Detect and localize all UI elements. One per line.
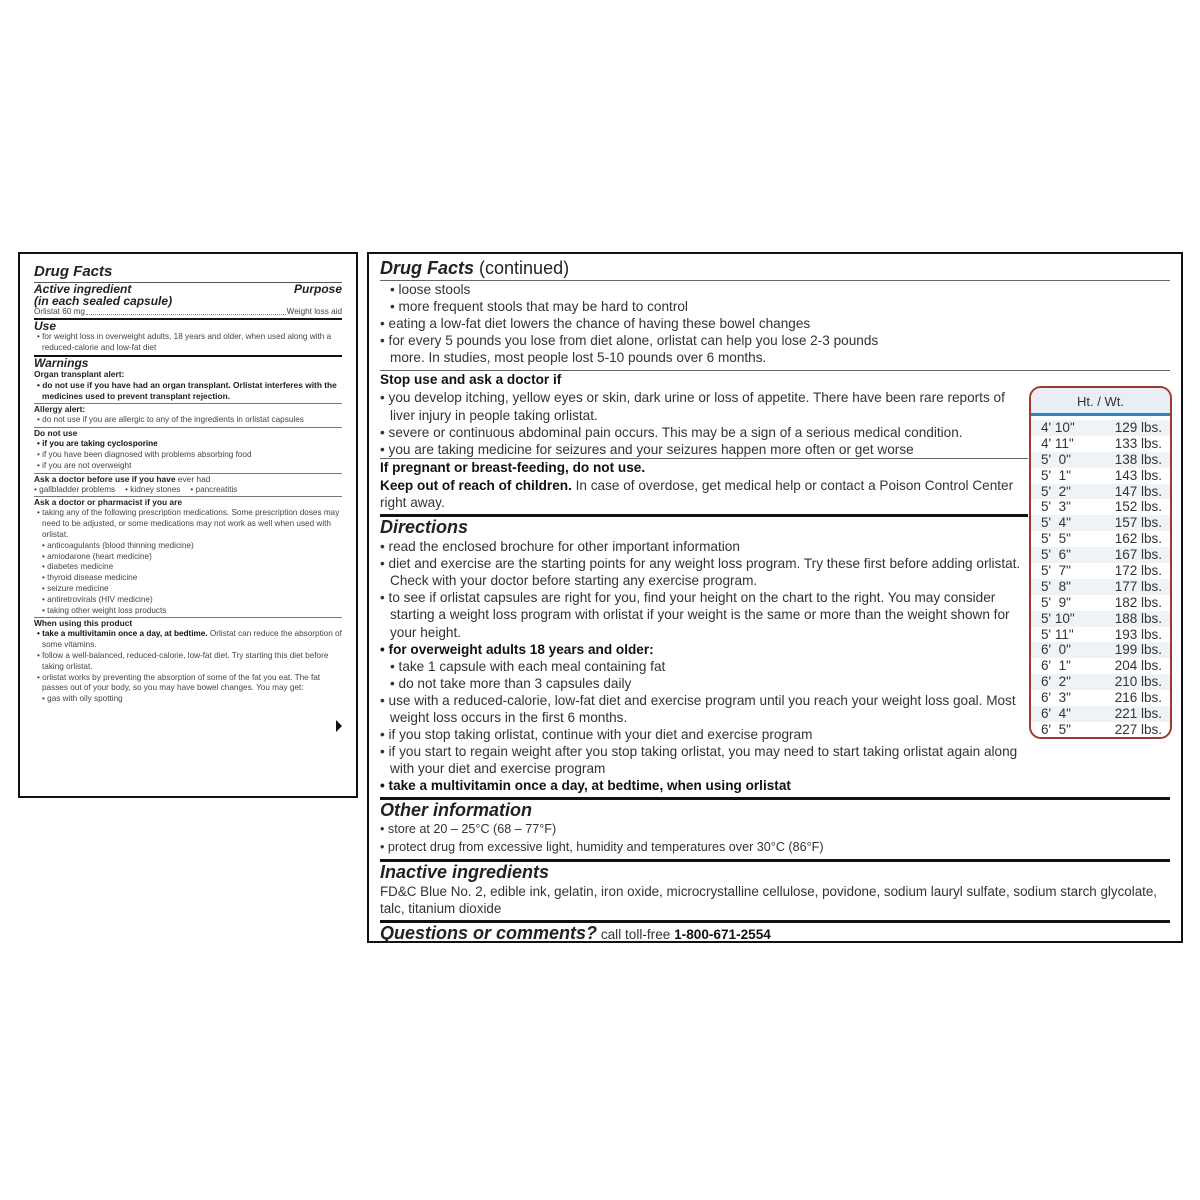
ingredient-purpose: Weight loss aid	[286, 307, 342, 316]
height-cell: 5' 10"	[1041, 610, 1075, 626]
table-row	[1031, 642, 1170, 658]
height-weight-table	[1029, 386, 1172, 739]
table-row	[1031, 499, 1170, 515]
weight-cell: 188 lbs.	[1114, 610, 1162, 626]
phone-number[interactable]: 1-800-671-2554	[674, 926, 771, 942]
ask-doctor-item: • kidney stones	[125, 484, 181, 494]
directions-heading: Directions	[380, 517, 469, 538]
weight-cell: 167 lbs.	[1114, 547, 1162, 563]
leader-dots	[86, 307, 286, 315]
weight-cell: 227 lbs.	[1114, 721, 1162, 737]
weight-cell: 204 lbs.	[1114, 658, 1162, 674]
directions-adults-item: • take 1 capsule with each meal containing fat	[390, 658, 666, 674]
height-cell: 5' 8"	[1041, 578, 1071, 594]
ask-doctor-heading-suffix: ever had	[175, 473, 211, 484]
medication-item: • seizure medicine	[42, 583, 109, 593]
weight-cell: 199 lbs.	[1114, 642, 1162, 658]
ask-doctor-item: • pancreatitis	[190, 484, 238, 494]
ingredient-row	[34, 307, 342, 318]
stop-use-item: • severe or continuous abdominal pain occurs. This may be a sign of a serious medical condition.	[380, 424, 963, 440]
directions-adults-heading: • for overweight adults 18 years and older:	[380, 641, 654, 657]
keep-out-rest: In case of overdose, get medical help or contact a Poison Control Center right away.	[380, 477, 1014, 510]
bowel-change-item: • loose stools	[390, 282, 471, 297]
height-cell: 4' 10"	[1041, 420, 1075, 435]
weight-cell: 152 lbs.	[1114, 499, 1162, 515]
table-row	[1031, 515, 1170, 531]
stop-use-heading: Stop use and ask a doctor if	[380, 372, 562, 388]
height-cell: 5' 5"	[1041, 531, 1071, 547]
height-cell: 5' 1"	[1041, 467, 1071, 483]
table-row	[1031, 722, 1170, 738]
other-info-item: • store at 20 – 25°C (68 – 77°F)	[380, 822, 557, 837]
height-cell: 5' 11"	[1041, 626, 1074, 642]
do-not-use-item: • if you have been diagnosed with problems absorbing food	[37, 449, 252, 459]
allergy-heading: Allergy alert:	[34, 404, 86, 415]
left-title: Drug Facts	[34, 263, 113, 280]
ask-pharmacist-heading: Ask a doctor or pharmacist if you are	[34, 497, 183, 508]
when-using-item-rest: Orlistat can reduce the absorption of some vitamins.	[42, 629, 342, 650]
directions-item: • use with a reduced-calorie, low-fat diet and exercise program until you reach your weight loss goal. Most weight loss occurs in the first 6 months.	[380, 692, 1016, 725]
table-row	[1031, 690, 1170, 706]
height-cell: 5' 6"	[1041, 547, 1071, 563]
when-using-item	[34, 629, 342, 651]
bowel-change-item: • more frequent stools that may be hard to control	[390, 299, 688, 315]
table-row	[1031, 547, 1170, 563]
directions-item: • if you start to regain weight after you stop taking orlistat, you may need to start taking orlistat again along with your diet and exercise program	[380, 744, 1018, 777]
table-row	[1031, 611, 1170, 627]
do-not-use-item: • if you are not overweight	[37, 460, 132, 470]
continued-item: • for every 5 pounds you lose from diet alone, orlistat can help you lose 2-3 pounds more. In studies, most people lost 5-10 pounds over 6 months.	[380, 333, 879, 366]
height-cell: 6' 5"	[1041, 721, 1071, 737]
right-title-rest: (continued)	[474, 258, 570, 278]
organ-alert-heading: Organ transplant alert:	[34, 369, 125, 380]
weight-cell: 138 lbs.	[1114, 451, 1162, 467]
table-row	[1031, 563, 1170, 579]
do-not-use-item: • if you are taking cyclosporine	[37, 439, 158, 449]
weight-cell: 143 lbs.	[1114, 467, 1162, 483]
weight-cell: 129 lbs.	[1114, 420, 1162, 435]
medication-item: • anticoagulants (blood thinning medicine)	[42, 540, 194, 550]
drug-facts-panel-left	[18, 252, 358, 798]
height-cell: 6' 0"	[1041, 642, 1071, 658]
table-header: Ht. / Wt.	[1031, 388, 1170, 416]
pregnant-warning: If pregnant or breast-feeding, do not use.	[380, 459, 646, 475]
directions-item: • if you stop taking orlistat, continue with your diet and exercise program	[380, 727, 813, 743]
medication-item: • taking other weight loss products	[42, 605, 167, 615]
active-ingredient-subheading: (in each sealed capsule)	[34, 294, 173, 308]
questions-call: call toll-free	[597, 926, 675, 942]
warnings-heading: Warnings	[34, 356, 89, 371]
keep-out-bold: Keep out of reach of children.	[380, 477, 572, 493]
inactive-ingredients-heading: Inactive ingredients	[380, 861, 550, 882]
allergy-text: • do not use if you are allergic to any of the ingredients in orlistat capsules	[37, 415, 304, 425]
do-not-use-heading: Do not use	[34, 428, 78, 439]
directions-item: • read the enclosed brochure for other important information	[380, 539, 740, 555]
directions-item: • to see if orlistat capsules are right for you, find your height on the chart to the right. You may consider starting a weight loss program with orlistat if your weight is the same or more than the weight shown for your height.	[380, 590, 1010, 640]
ask-doctor-list	[34, 485, 342, 496]
height-cell: 6' 2"	[1041, 674, 1071, 690]
continued-item: • eating a low-fat diet lowers the chance of having these bowel changes	[380, 316, 811, 332]
other-info-item: • protect drug from excessive light, humidity and temperatures over 30°C (86°F)	[380, 839, 824, 854]
when-using-subitem: • gas with oily spotting	[42, 694, 123, 704]
directions-item: • diet and exercise are the starting points for any weight loss program. Try these first before adding orlistat. Check with your doctor before starting any exercise program.	[380, 556, 1021, 589]
weight-cell: 216 lbs.	[1114, 690, 1162, 706]
use-heading: Use	[34, 318, 57, 333]
medication-item: • diabetes medicine	[42, 562, 114, 572]
table-row	[1031, 468, 1170, 484]
height-cell: 6' 4"	[1041, 706, 1071, 722]
purpose-heading: Purpose	[293, 282, 342, 296]
height-cell: 4' 11"	[1041, 435, 1074, 451]
when-using-item-bold: • take a multivitamin once a day, at bedtime.	[37, 629, 208, 639]
directions-adults-item: • do not take more than 3 capsules daily	[390, 675, 632, 691]
weight-cell: 162 lbs.	[1114, 531, 1162, 547]
weight-cell: 147 lbs.	[1114, 483, 1162, 499]
table-row	[1031, 531, 1170, 547]
table-row	[1031, 674, 1170, 690]
table-body	[1031, 416, 1170, 738]
height-cell: 5' 9"	[1041, 594, 1071, 610]
medication-item: • amiodarone (heart medicine)	[42, 551, 152, 561]
ask-pharmacist-text: • taking any of the following prescription medications. Some prescription doses may need to be adjusted, or some medications may not work as well when used with orlistat.	[37, 508, 340, 539]
table-row	[1031, 595, 1170, 611]
table-row	[1031, 452, 1170, 468]
weight-cell: 193 lbs.	[1114, 626, 1162, 642]
when-using-item: • orlistat works by preventing the absorption of some of the fat you eat. The fat passes out of your body, so you may have bowel changes. You may get:	[37, 672, 321, 693]
inactive-ingredients-text: FD&C Blue No. 2, edible ink, gelatin, iron oxide, microcrystalline cellulose, povidone, sodium lauryl sulfate, sodium starch glycolate, talc, titanium dioxide	[380, 883, 1158, 916]
ingredient-name: Orlistat 60 mg	[34, 307, 85, 316]
ask-doctor-item: • gallbladder problems	[34, 484, 116, 494]
weight-cell: 182 lbs.	[1114, 594, 1162, 610]
keep-out-warning	[380, 477, 1028, 511]
height-cell: 5' 7"	[1041, 563, 1071, 579]
active-ingredient-heading: Active ingredient	[34, 282, 132, 296]
when-using-heading: When using this product	[34, 618, 133, 629]
use-text: • for weight loss in overweight adults, 18 years and older, when used along with a reduced-calorie and low-fat diet	[37, 331, 332, 352]
questions-line	[380, 923, 1169, 946]
other-info-heading: Other information	[380, 800, 532, 821]
questions-heading: Questions or comments?	[380, 922, 598, 943]
table-row	[1031, 420, 1170, 436]
organ-alert-text: • do not use if you have had an organ transplant. Orlistat interferes with the medicines used to prevent transplant rejection.	[37, 380, 337, 402]
medication-item: • thyroid disease medicine	[42, 573, 138, 583]
ask-doctor-heading	[34, 474, 342, 485]
triangle-right-icon	[336, 720, 342, 732]
height-cell: 5' 4"	[1041, 515, 1071, 531]
height-cell: 5' 3"	[1041, 499, 1071, 515]
table-row	[1031, 579, 1170, 595]
directions-multivitamin: • take a multivitamin once a day, at bedtime, when using orlistat	[380, 778, 791, 794]
table-row	[1031, 706, 1170, 722]
height-cell: 6' 3"	[1041, 690, 1071, 706]
height-cell: 6' 1"	[1041, 658, 1071, 674]
height-cell: 5' 0"	[1041, 451, 1071, 467]
table-row	[1031, 436, 1170, 452]
weight-cell: 157 lbs.	[1114, 515, 1162, 531]
weight-cell: 177 lbs.	[1114, 578, 1162, 594]
medication-item: • antiretrovirals (HIV medicine)	[42, 594, 153, 604]
weight-cell: 172 lbs.	[1114, 563, 1162, 579]
table-row	[1031, 484, 1170, 500]
weight-cell: 221 lbs.	[1114, 706, 1162, 722]
stop-use-item: • you are taking medicine for seizures and your seizures happen more often or get worse	[380, 441, 914, 457]
height-cell: 5' 2"	[1041, 483, 1071, 499]
weight-cell: 210 lbs.	[1114, 674, 1162, 690]
stop-use-item: • you develop itching, yellow eyes or skin, dark urine or loss of appetite. There have been rare reports of liver injury in people taking orlistat.	[380, 390, 1005, 423]
ask-doctor-heading-bold: Ask a doctor before use if you have	[34, 473, 176, 484]
table-row	[1031, 658, 1170, 674]
right-title	[380, 256, 1169, 280]
table-row	[1031, 627, 1170, 643]
when-using-item: • follow a well-balanced, reduced-calorie, low-fat diet. Try starting this diet before taking orlistat.	[37, 650, 329, 671]
right-title-bold: Drug Facts	[380, 258, 475, 278]
weight-cell: 133 lbs.	[1114, 435, 1162, 451]
